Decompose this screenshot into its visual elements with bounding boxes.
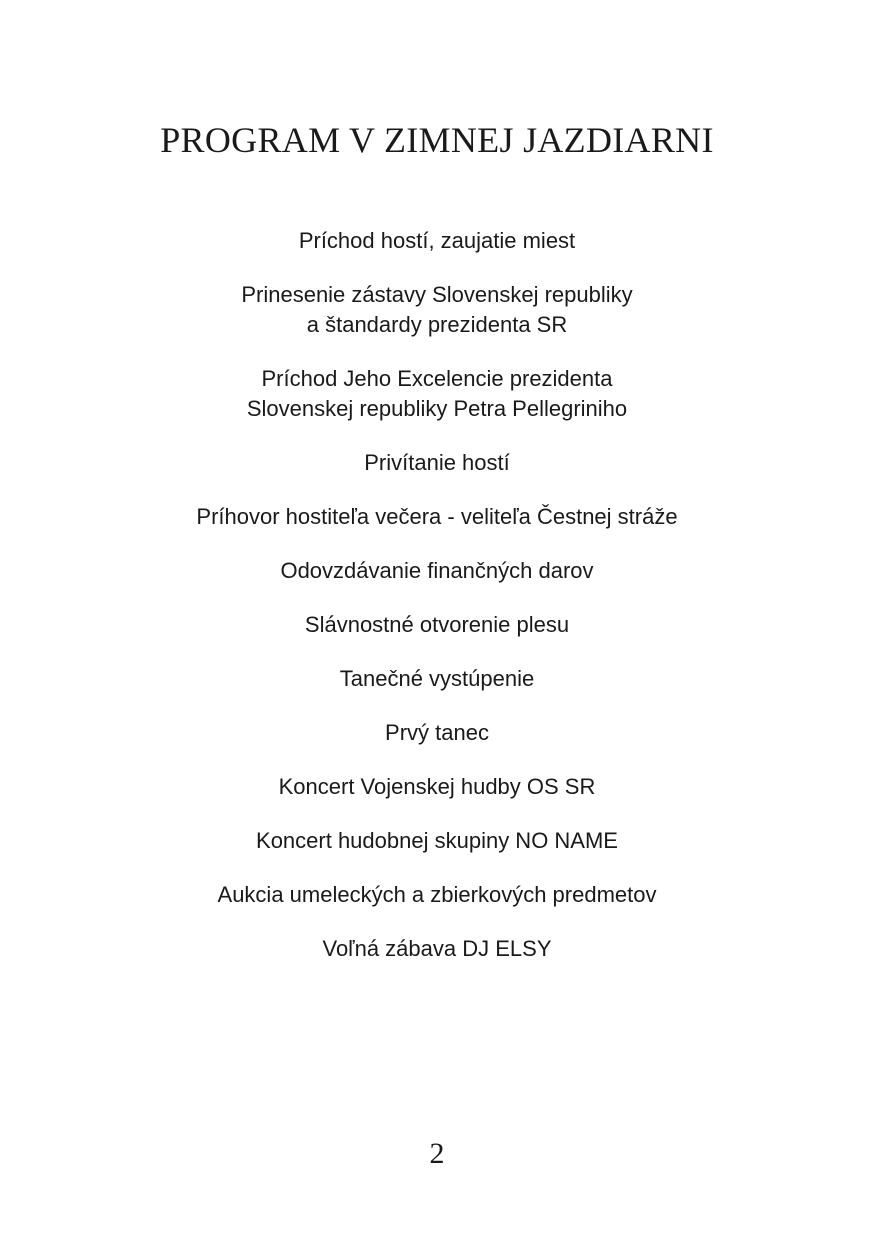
program-item (0, 880, 874, 910)
program-item (0, 610, 874, 640)
program-item (0, 226, 874, 256)
program-list (0, 226, 874, 988)
program-item (0, 664, 874, 694)
program-item-line: Príchod hostí, zaujatie miest (298, 228, 576, 253)
program-item-line: Voľná zábava DJ ELSY (322, 936, 552, 961)
program-item-line: Privítanie hostí (364, 450, 510, 475)
program-item-line: a štandardy prezidenta SR (306, 312, 568, 337)
page-title: PROGRAM V ZIMNEJ JAZDIARNI (160, 120, 714, 160)
program-item (0, 448, 874, 478)
program-item-line: Koncert Vojenskej hudby OS SR (278, 774, 596, 799)
program-item (0, 556, 874, 586)
program-item-line: Slovenskej republiky Petra Pellegriniho (246, 396, 628, 421)
program-item (0, 364, 874, 424)
program-item-line: Odovzdávanie finančných darov (280, 558, 594, 583)
page-number: 2 (429, 1137, 445, 1170)
program-item-line: Tanečné vystúpenie (339, 666, 535, 691)
program-item-line: Aukcia umeleckých a zbierkových predmetov (217, 882, 657, 907)
program-item-line: Slávnostné otvorenie plesu (304, 612, 570, 637)
program-item (0, 826, 874, 856)
program-item-line: Koncert hudobnej skupiny NO NAME (256, 828, 618, 853)
program-item (0, 280, 874, 340)
program-item (0, 772, 874, 802)
program-item-line: Príhovor hostiteľa večera - veliteľa Čestnej stráže (196, 504, 678, 529)
program-item-line: Príchod Jeho Excelencie prezidenta (261, 366, 613, 391)
program-item-line: Prvý tanec (385, 720, 489, 745)
program-item (0, 718, 874, 748)
program-item-line: Prinesenie zástavy Slovenskej republiky (241, 282, 633, 307)
program-item (0, 502, 874, 532)
program-item (0, 934, 874, 964)
